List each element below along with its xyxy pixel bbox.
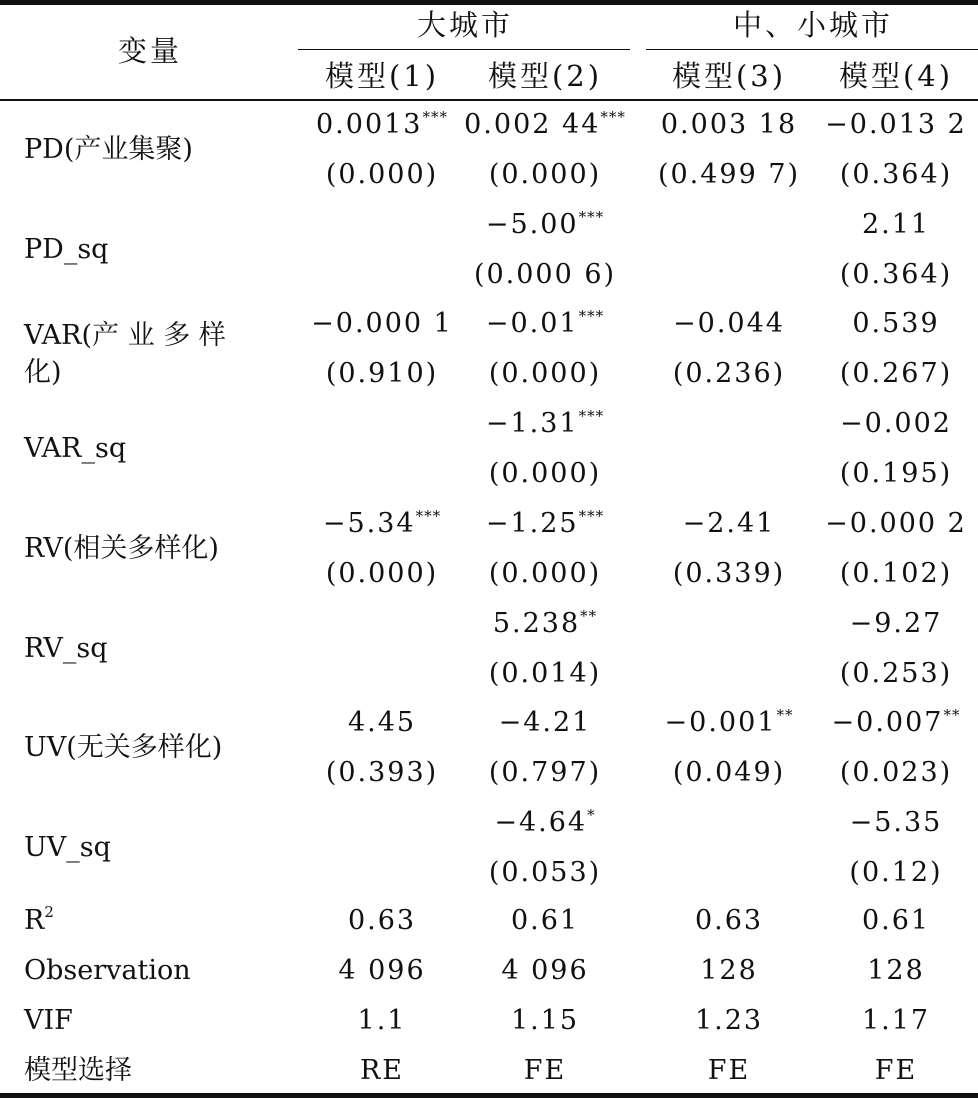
significance-stars: ** — [943, 706, 961, 725]
stat-value: FE — [874, 1055, 918, 1086]
stat-value: 4 096 — [501, 955, 589, 986]
stat-label: Observation — [24, 955, 191, 986]
significance-stars: *** — [578, 407, 605, 426]
coef-value: −4.21 — [498, 707, 592, 739]
coef-cell — [494, 805, 596, 838]
variable-name: PD(产业集聚) — [24, 134, 193, 165]
pvalue-cell: (0.364) — [839, 258, 953, 290]
stat-value: 0.61 — [861, 905, 931, 936]
stat-value: 0.61 — [510, 905, 580, 936]
stat-name — [24, 1006, 73, 1036]
variable-name: VAR(产 业 多 样 — [24, 320, 226, 352]
coef-cell — [486, 409, 604, 439]
pvalue-cell: (0.195) — [839, 458, 953, 490]
variable-name: UV(无关多样化) — [24, 732, 223, 764]
coef-cell — [492, 606, 598, 639]
variable-name: RV_sq — [24, 632, 108, 664]
pvalue-cell: (0.253) — [839, 657, 953, 689]
significance-stars: *** — [578, 506, 605, 525]
variable-name: UV_sq — [24, 831, 111, 863]
coef-value: −0.001 — [664, 707, 777, 739]
model-header-2: 模型(2) — [487, 59, 603, 93]
coef-value: −1.25 — [485, 507, 579, 539]
pvalue-cell: (0.797) — [488, 757, 602, 789]
stat-label: VIF — [24, 1005, 73, 1036]
stat-name — [24, 903, 54, 936]
coef-cell — [825, 509, 967, 539]
coef-cell — [850, 609, 943, 639]
stat-value: RE — [359, 1055, 405, 1086]
coef-cell — [311, 309, 453, 339]
coef-value: −5.34 — [322, 507, 416, 539]
coef-value: −5.35 — [849, 806, 943, 838]
coef-cell — [862, 210, 930, 240]
variable-name: PD_sq — [24, 233, 109, 265]
coef-value: 0.003 18 — [660, 109, 798, 140]
pvalue-cell: (0.000 6) — [473, 258, 617, 290]
coef-value: −9.27 — [849, 607, 943, 639]
coef-cell — [485, 207, 605, 240]
pvalue-cell: (0.000) — [488, 557, 602, 589]
coef-value: −0.01 — [485, 308, 579, 340]
coef-cell — [832, 708, 961, 738]
stat-value: 1.15 — [510, 1005, 580, 1036]
stat-name — [24, 1056, 132, 1086]
stat-value: 128 — [867, 955, 925, 986]
pvalue-cell: (0.014) — [488, 657, 602, 689]
stat-value: 1.17 — [861, 1005, 931, 1036]
coef-value: −2.41 — [682, 507, 776, 539]
pvalue-cell: (0.339) — [672, 557, 786, 589]
variable-name-cont: 化) — [24, 357, 62, 389]
coef-cell — [322, 506, 442, 539]
stat-value: 128 — [700, 955, 758, 986]
coef-value: −0.013 2 — [825, 109, 967, 140]
coef-value: 2.11 — [861, 208, 931, 240]
coef-cell — [348, 708, 416, 738]
superscript: 2 — [44, 903, 54, 921]
coef-cell — [486, 309, 604, 339]
pvalue-cell: (0.393) — [325, 757, 439, 789]
bottom-rule — [0, 1093, 978, 1098]
pvalue-cell: (0.910) — [325, 358, 439, 390]
top-rule — [0, 0, 978, 5]
stat-label: R — [24, 905, 45, 936]
significance-stars: *** — [578, 307, 605, 326]
coef-cell — [673, 309, 785, 339]
coef-cell — [840, 409, 952, 439]
model-header-1: 模型(1) — [324, 59, 440, 93]
stat-value: FE — [523, 1055, 567, 1086]
coef-cell — [850, 808, 943, 838]
variable-header: 变量 — [118, 34, 183, 68]
significance-stars: ** — [776, 706, 794, 725]
coef-value: −1.31 — [485, 408, 579, 440]
group-rule-small-city — [646, 49, 978, 50]
stat-name — [24, 956, 191, 986]
coef-value: 0.002 44 — [464, 109, 601, 140]
coef-value: −0.007 — [831, 707, 944, 739]
stat-value: FE — [707, 1055, 751, 1086]
coef-value: −0.002 — [840, 408, 952, 440]
model-header-4: 模型(4) — [838, 59, 954, 93]
pvalue-cell: (0.023) — [839, 757, 953, 789]
pvalue-cell: (0.267) — [839, 358, 953, 390]
pvalue-cell: (0.102) — [839, 557, 953, 589]
pvalue-cell: (0.12) — [849, 856, 943, 888]
stat-value: 1.23 — [694, 1005, 764, 1036]
coef-value: 0.0013 — [316, 109, 423, 140]
stat-value: 0.63 — [694, 905, 764, 936]
coef-cell — [485, 506, 605, 539]
coef-value: 4.45 — [347, 707, 417, 739]
pvalue-cell: (0.000) — [325, 159, 439, 190]
pvalue-cell: (0.499 7) — [657, 159, 801, 190]
coef-value: −0.000 2 — [825, 507, 967, 539]
significance-stars: ** — [580, 606, 598, 625]
significance-stars: *** — [415, 506, 442, 525]
significance-stars: *** — [578, 207, 605, 226]
model-header-3: 模型(3) — [671, 59, 787, 93]
significance-stars: *** — [422, 108, 448, 126]
significance-stars: *** — [600, 108, 626, 126]
coef-cell — [316, 110, 448, 140]
coef-cell — [661, 110, 797, 140]
header-rule — [0, 99, 978, 101]
variable-name: RV(相关多样化) — [24, 532, 219, 564]
stat-value: 1.1 — [357, 1005, 407, 1036]
stat-label: 模型选择 — [24, 1055, 132, 1086]
pvalue-cell: (0.000) — [325, 557, 439, 589]
coef-cell — [464, 110, 626, 140]
variable-name: VAR_sq — [24, 433, 127, 465]
coef-value: 0.539 — [852, 308, 940, 340]
coef-cell — [499, 708, 592, 738]
coef-cell — [665, 708, 794, 738]
pvalue-cell: (0.000) — [488, 159, 602, 190]
coef-cell — [852, 309, 939, 339]
group-rule-large-city — [298, 49, 630, 50]
pvalue-cell: (0.000) — [488, 458, 602, 490]
group-header-small-city: 中、小城市 — [732, 8, 894, 42]
coef-cell — [683, 509, 776, 539]
significance-stars: * — [587, 805, 596, 824]
pvalue-cell: (0.000) — [488, 358, 602, 390]
coef-value: −5.00 — [485, 208, 579, 240]
stat-value: 4 096 — [338, 955, 426, 986]
coef-value: −4.64 — [494, 806, 588, 838]
pvalue-cell: (0.049) — [672, 757, 786, 789]
pvalue-cell: (0.364) — [839, 159, 953, 190]
coef-value: −0.044 — [673, 308, 785, 340]
pvalue-cell: (0.236) — [672, 358, 786, 390]
pvalue-cell: (0.053) — [488, 856, 602, 888]
coef-value: −0.000 1 — [311, 308, 453, 340]
stat-value: 0.63 — [347, 905, 417, 936]
group-header-large-city: 大城市 — [416, 8, 514, 42]
coef-cell — [825, 110, 967, 140]
coef-value: 5.238 — [492, 607, 581, 639]
